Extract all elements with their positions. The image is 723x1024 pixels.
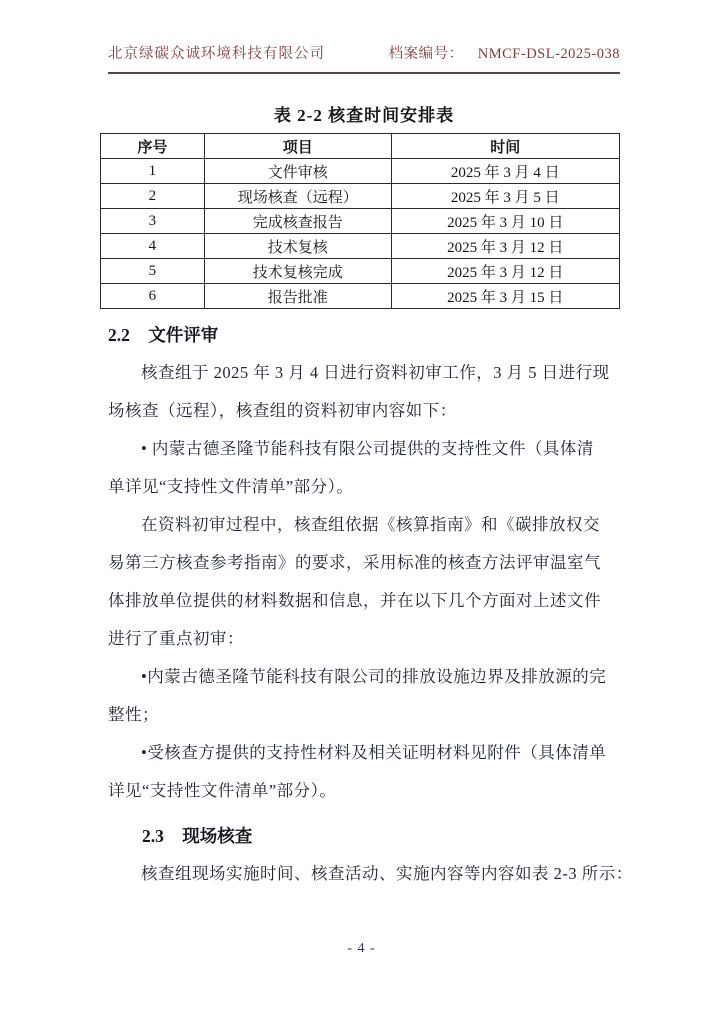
table-cell-date: 2025 年 3 月 12 日 — [391, 259, 619, 284]
table-cell-item: 现场核查（远程） — [204, 184, 391, 209]
table-cell-seq: 3 — [101, 209, 205, 234]
table-row — [101, 184, 620, 209]
bullet-line: •受核查方提供的支持性材料及相关证明材料见附件（具体清单 — [141, 743, 607, 762]
section-heading-2-3 — [108, 823, 620, 849]
table-cell-item: 技术复核完成 — [204, 259, 391, 284]
column-header: 项目 — [204, 134, 391, 159]
table-cell-item: 技术复核 — [204, 234, 391, 259]
section-heading-2-2 — [108, 322, 620, 348]
table-cell-seq: 1 — [101, 159, 205, 184]
paragraph-line: 场核查（远程），核查组的资料初审内容如下： — [108, 401, 457, 420]
table-cell-date: 2025 年 3 月 4 日 — [391, 159, 619, 184]
archive-number-value: NMCF-DSL-2025-038 — [477, 46, 620, 62]
bullet-line: •内蒙古德圣隆节能科技有限公司的排放设施边界及排放源的完 — [141, 667, 607, 686]
paragraph-line: 核查组现场实施时间、核查活动、实施内容等内容如表 2-3 所示： — [141, 864, 633, 883]
table-cell-seq: 5 — [101, 259, 205, 284]
bullet-line: 详见“支持性文件清单”部分）。 — [108, 781, 337, 800]
bullet-line: 单详见“支持性文件清单”部分）。 — [108, 477, 354, 496]
table-cell-item: 文件审核 — [204, 159, 391, 184]
table-cell-seq: 4 — [101, 234, 205, 259]
paragraph-line: 在资料初审过程中，核查组依据《核算指南》和《碳排放权交 — [141, 515, 600, 534]
document-header — [108, 42, 620, 74]
table-caption: 表 2-2 核查时间安排表 — [273, 106, 455, 125]
column-header: 时间 — [391, 134, 619, 159]
paragraph-line: 核查组于 2025 年 3 月 4 日进行资料初审工作，3 月 5 日进行现 — [141, 363, 610, 382]
paragraph-line: 体排放单位提供的材料数据和信息，并在以下几个方面对上述文件 — [108, 591, 601, 610]
section-number: 2.3 — [142, 826, 164, 846]
table-cell-date: 2025 年 3 月 15 日 — [391, 284, 619, 309]
section-2-2-body — [108, 354, 620, 810]
company-name: 北京绿碳众诚环境科技有限公司 — [108, 46, 325, 62]
table-cell-date: 2025 年 3 月 5 日 — [391, 184, 619, 209]
table-cell-date: 2025 年 3 月 10 日 — [391, 209, 619, 234]
section-title: 文件评审 — [148, 325, 219, 345]
table-cell-seq: 2 — [101, 184, 205, 209]
table-cell-item: 完成核查报告 — [204, 209, 391, 234]
table-row — [101, 209, 620, 234]
paragraph-line: 进行了重点初审： — [108, 629, 244, 648]
table-row — [101, 159, 620, 184]
page-content — [108, 42, 633, 893]
table-cell-seq: 6 — [101, 284, 205, 309]
table-header-row — [101, 134, 620, 159]
section-title: 现场核查 — [182, 826, 253, 846]
bullet-line: • 内蒙古德圣隆节能科技有限公司提供的支持性文件（具体清 — [141, 439, 594, 458]
archive-number-label: 档案编号： — [388, 46, 464, 62]
bullet-line: 整性； — [108, 705, 159, 724]
page-number: - 4 - — [347, 941, 376, 956]
table-cell-item: 报告批准 — [204, 284, 391, 309]
table-row — [101, 284, 620, 309]
column-header: 序号 — [101, 134, 205, 159]
table-cell-date: 2025 年 3 月 12 日 — [391, 234, 619, 259]
paragraph-line: 易第三方核查参考指南》的要求，采用标准的核查方法评审温室气 — [108, 553, 601, 572]
schedule-table — [100, 133, 620, 309]
section-number: 2.2 — [108, 325, 130, 345]
archive-number-block — [389, 42, 620, 63]
section-2-3-body — [108, 855, 633, 893]
table-row — [101, 259, 620, 284]
table-row — [101, 234, 620, 259]
